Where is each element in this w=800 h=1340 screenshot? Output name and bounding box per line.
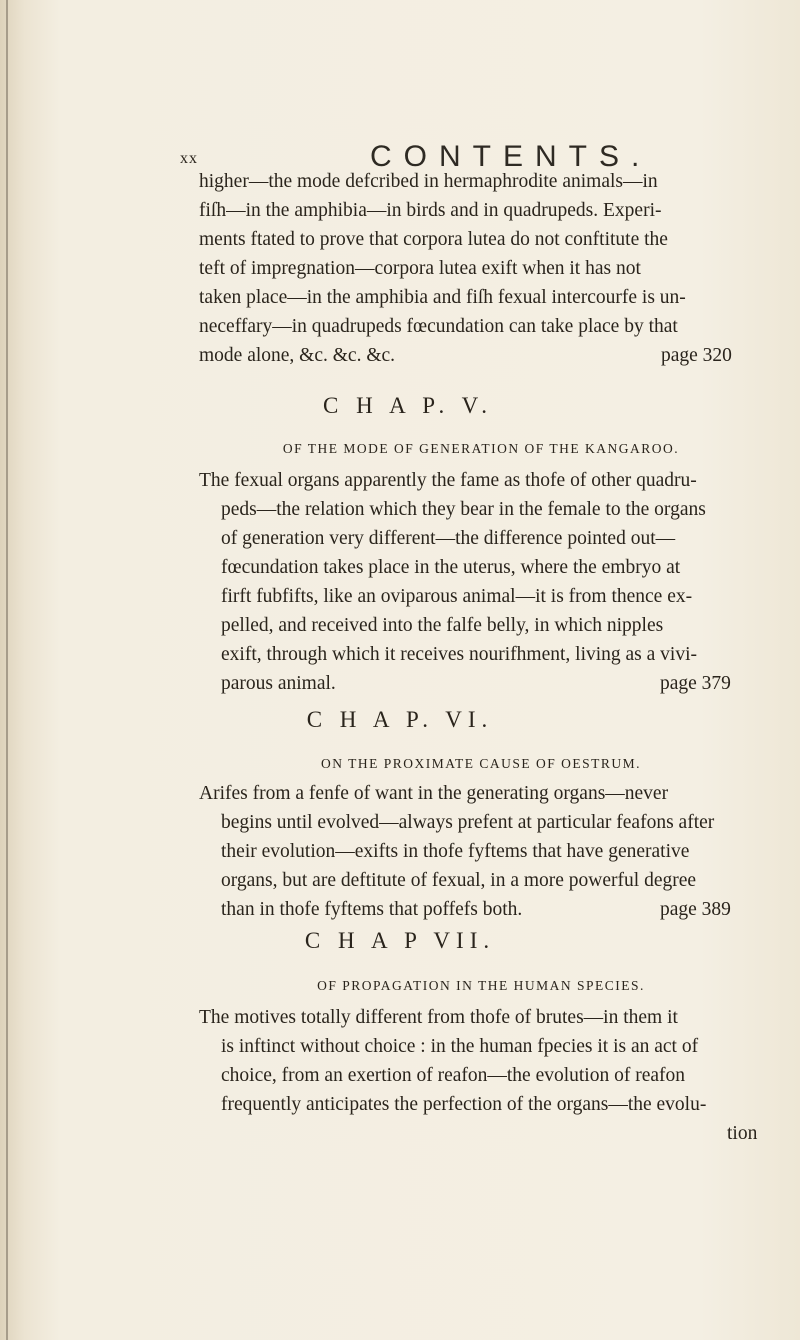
text-line: exift, through which it receives nourifhment, living as a vivi- — [221, 644, 698, 665]
text-line: neceffary—in quadrupeds fœcundation can take place by that — [199, 316, 678, 337]
text-line: teft of impregnation—corpora lutea exift when it has not — [199, 258, 641, 279]
text-line: higher—the mode defcribed in hermaphrodite animals—in — [199, 171, 658, 192]
text-line: begins until evolved—always prefent at particular feafons after — [221, 812, 715, 833]
text-line: pelled, and received into the falfe belly, in which nipples — [221, 615, 664, 636]
text-line: their evolution—exifts in thofe fyftems that have generative — [221, 841, 690, 862]
page-reference: page 320 — [661, 345, 732, 366]
text-line: peds—the relation which they bear in the female to the organs — [221, 499, 706, 520]
text-line: taken place—in the amphibia and fiſh fexual intercourfe is un- — [199, 287, 686, 308]
chapter-heading: C H A P. V. — [323, 393, 493, 418]
page-reference: page 389 — [660, 899, 731, 920]
chapter-heading: C H A P VII. — [304, 928, 496, 953]
binding-edge — [6, 0, 8, 1340]
text-line: is inftinct without choice : in the human fpecies it is an act of — [221, 1036, 699, 1057]
text-line: choice, from an exertion of reafon—the evolution of reafon — [221, 1065, 686, 1086]
text-line: firft fubfifts, like an oviparous animal—it is from thence ex- — [221, 586, 693, 607]
text-line: fiſh—in the amphibia—in birds and in quadrupeds. Experi- — [199, 200, 662, 221]
chapter-subheading: OF THE MODE OF GENERATION OF THE KANGAROO. — [282, 441, 680, 456]
page-number: xx — [180, 150, 198, 167]
text-line: Arifes from a fenfe of want in the generating organs—never — [199, 783, 669, 804]
text-line: frequently anticipates the perfection of the organs—the evolu- — [221, 1094, 707, 1115]
chapter-subheading: ON THE PROXIMATE CAUSE OF OESTRUM. — [320, 756, 642, 771]
text-line: The motives totally different from thofe of brutes—in them it — [199, 1007, 678, 1028]
running-title: CONTENTS. — [370, 140, 652, 173]
page-reference: page 379 — [660, 673, 731, 694]
text-line: than in thofe fyftems that poffefs both. — [221, 899, 523, 920]
text-line: tion — [727, 1123, 758, 1144]
chapter-heading: C H A P. VI. — [306, 707, 494, 732]
text-line: ments ftated to prove that corpora lutea do not conftitute the — [199, 229, 668, 250]
text-line: parous animal. — [221, 673, 336, 694]
text-line: The fexual organs apparently the fame as thofe of other quadru- — [199, 470, 697, 491]
text-line: of generation very different—the difference pointed out— — [221, 528, 676, 549]
text-line: fœcundation takes place in the uterus, where the embryo at — [221, 557, 681, 578]
text-line: mode alone, &c. &c. &c. — [199, 345, 396, 366]
chapter-subheading: OF PROPAGATION IN THE HUMAN SPECIES. — [317, 978, 645, 993]
text-line: organs, but are deftitute of fexual, in a more powerful degree — [221, 870, 697, 891]
